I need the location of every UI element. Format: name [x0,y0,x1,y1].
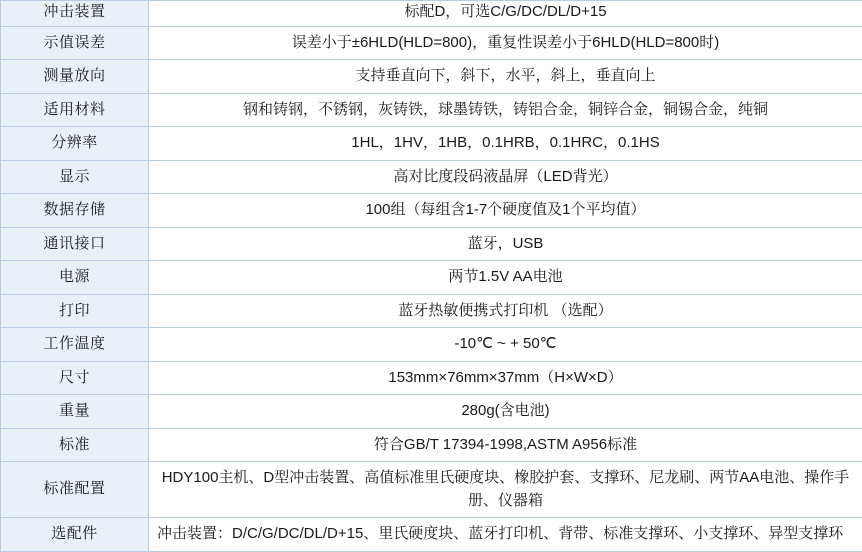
table-row [1,227,862,261]
spec-label-cell: 电源 [1,261,149,295]
table-row [1,194,862,228]
spec-value-cell: 高对比度段码液晶屏（LED背光） [149,160,862,194]
table-row [1,93,862,127]
table-row [1,518,862,552]
table-row [1,361,862,395]
spec-label-cell: 标准配置 [1,462,149,518]
specifications-table-body [1,1,862,552]
spec-label-cell: 选配件 [1,518,149,552]
spec-value-cell: 支持垂直向下，斜下，水平，斜上，垂直向上 [149,60,862,94]
table-row [1,261,862,295]
spec-label-cell: 重量 [1,395,149,429]
spec-label-cell: 示值误差 [1,26,149,60]
spec-value-cell: 1HL，1HV，1HB，0.1HRB，0.1HRC，0.1HS [149,127,862,161]
spec-label-cell: 标准 [1,428,149,462]
table-row [1,328,862,362]
spec-value-cell: 标配D，可选C/G/DC/DL/D+15 [149,1,862,27]
spec-value-cell: 蓝牙，USB [149,227,862,261]
table-row [1,26,862,60]
spec-value-cell: 100组（每组含1-7个硬度值及1个平均值） [149,194,862,228]
table-row [1,294,862,328]
table-row [1,428,862,462]
table-row [1,60,862,94]
table-row [1,127,862,161]
spec-value-cell: -10℃ ~ + 50℃ [149,328,862,362]
table-row [1,1,862,27]
spec-value-cell: 符合GB/T 17394-1998,ASTM A956标准 [149,428,862,462]
spec-label-cell: 适用材料 [1,93,149,127]
spec-label-cell: 冲击装置 [1,1,149,27]
spec-label-cell: 尺寸 [1,361,149,395]
spec-label-cell: 打印 [1,294,149,328]
spec-value-cell: 两节1.5V AA电池 [149,261,862,295]
spec-label-cell: 测量放向 [1,60,149,94]
spec-value-cell: 153mm×76mm×37mm（H×W×D） [149,361,862,395]
spec-value-cell: 冲击装置：D/C/G/DC/DL/D+15、里氏硬度块、蓝牙打印机、背带、标准支撑环、小支撑环、异型支撑环 [149,518,862,552]
spec-label-cell: 显示 [1,160,149,194]
spec-value-cell: 蓝牙热敏便携式打印机 （选配） [149,294,862,328]
spec-value-cell: 钢和铸钢，不锈钢，灰铸铁，球墨铸铁，铸铝合金，铜锌合金，铜锡合金，纯铜 [149,93,862,127]
spec-label-cell: 通讯接口 [1,227,149,261]
spec-label-cell: 数据存储 [1,194,149,228]
table-row [1,160,862,194]
spec-value-cell: HDY100主机、D型冲击装置、高值标准里氏硬度块、橡胶护套、支撑环、尼龙刷、两节AA电池、操作手册、仪器箱 [149,462,862,518]
table-row [1,395,862,429]
spec-value-cell: 280g(含电池) [149,395,862,429]
spec-label-cell: 工作温度 [1,328,149,362]
table-row [1,462,862,518]
spec-value-cell: 误差小于±6HLD(HLD=800)，重复性误差小于6HLD(HLD=800时) [149,26,862,60]
spec-label-cell: 分辨率 [1,127,149,161]
